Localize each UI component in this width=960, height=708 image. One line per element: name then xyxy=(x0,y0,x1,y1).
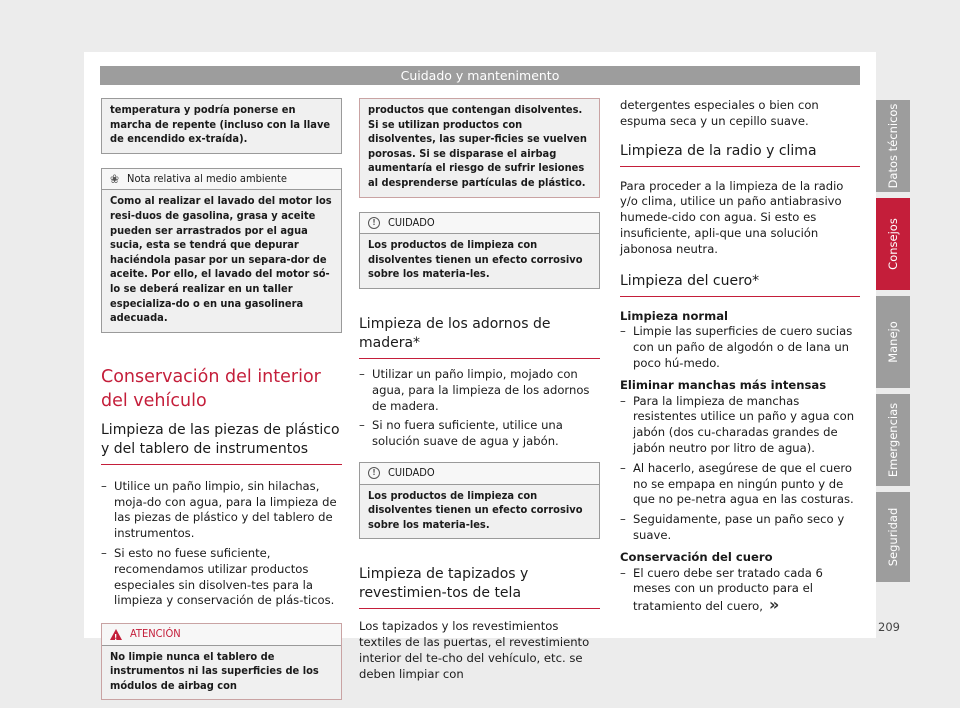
caution-title-1: CUIDADO xyxy=(388,215,435,229)
tab-manejo[interactable] xyxy=(876,296,910,388)
list-item: – Para la limpieza de manchas resistentes utilice un paño y agua con jabón (dos cu-charadas grandes de jabón neutro por litro de agua). xyxy=(620,394,860,457)
tab-emergencias[interactable] xyxy=(876,394,910,486)
normal-cleaning-label: Limpieza normal xyxy=(620,308,729,323)
leather-cleaning-title: Limpieza del cuero* xyxy=(620,272,860,297)
list-item xyxy=(620,566,860,615)
tab-label: Consejos xyxy=(886,218,900,270)
warning-icon xyxy=(110,629,122,640)
conservation-list xyxy=(620,566,860,615)
environment-note-header xyxy=(102,169,341,191)
tab-label: Emergencias xyxy=(886,402,900,478)
wood-cleaning-title: Limpieza de los adornos de madera* xyxy=(359,315,600,359)
tab-label: Seguridad xyxy=(886,507,900,567)
stains-list xyxy=(620,394,860,544)
tab-seguridad[interactable] xyxy=(876,492,910,582)
list-item: – Al hacerlo, asegúrese de que el cuero no se empapa en ningún punto y de que no pe-netra agua en las costuras. xyxy=(620,461,860,508)
caution-text-2: Los productos de limpieza con disolventes tienen un efecto corrosivo sobre los materia-les. xyxy=(368,488,583,531)
continued-warning-box xyxy=(101,98,342,154)
section-title: Conservación del interior del vehículo xyxy=(101,366,321,411)
plastic-cleaning-list xyxy=(101,479,342,609)
list-item: – Utilizar un paño limpio, mojado con agua, para la limpieza de los adornos de madera. xyxy=(359,367,600,414)
tab-consejos[interactable] xyxy=(876,198,910,290)
tab-datos-tecnicos[interactable] xyxy=(876,100,910,192)
environment-note-title: Nota relativa al medio ambiente xyxy=(127,171,287,185)
list-item: – Si no fuera suficiente, utilice una solución suave de agua y jabón. xyxy=(359,418,600,450)
caution-title-2: CUIDADO xyxy=(388,465,435,479)
continued-warning-text-2: productos que contengan disolventes. Si se utilizan productos con disolventes, las super-ficies se vuelven porosas. Si se disparase el airbag aumentaría el riesgo de sufrir lesiones al desprenderse partículas de plástico. xyxy=(368,103,587,189)
wood-cleaning-list xyxy=(359,367,600,450)
tab-label: Datos técnicos xyxy=(886,103,900,189)
list-item-text: El cuero debe ser tratado cada 6 meses con un producto para el tratamiento del cuero, xyxy=(633,565,823,614)
textile-cleaning-title: Limpieza de tapizados y revestimien-tos de tela xyxy=(359,565,600,609)
caution-box-2 xyxy=(359,462,600,539)
list-item: – Seguidamente, pase un paño seco y suave. xyxy=(620,512,860,544)
environment-icon: ❀ xyxy=(110,171,120,186)
continued-text: detergentes especiales o bien con espuma seca y un cepillo suave. xyxy=(620,98,819,128)
tab-label: Manejo xyxy=(886,321,900,363)
normal-cleaning-list xyxy=(620,324,860,371)
page-number: 209 xyxy=(878,620,900,634)
continued-warning-text: temperatura y podría ponerse en marcha de repente (incluso con la llave de encendido ex-traída). xyxy=(110,103,331,146)
warning-header xyxy=(102,624,341,646)
caution-box-1 xyxy=(359,212,600,289)
conservation-label: Conservación del cuero xyxy=(620,549,773,564)
column-1 xyxy=(101,98,342,700)
page-header: Cuidado y mantenimento xyxy=(100,66,860,85)
list-item: – Utilice un paño limpio, sin hilachas, moja-do con agua, para la limpieza de las piezas de plástico y del tablero de instrumentos. xyxy=(101,479,342,542)
warning-text: No limpie nunca el tablero de instrumentos ni las superficies de los módulos de airbag con xyxy=(110,649,319,692)
environment-note-box xyxy=(101,168,342,333)
continue-arrow-icon: » xyxy=(768,595,780,615)
stains-label: Eliminar manchas más intensas xyxy=(620,377,827,392)
continued-warning-box-2 xyxy=(359,98,600,198)
environment-note-text: Como al realizar el lavado del motor los resi-duos de gasolina, grasa y aceite pueden ser arrastrados por el agua sucia, esta se tendrá que depurar haciéndola pasar por un separa-dor de aceite. Por ello, el lavado del motor só-lo se deberá realizar en un taller especializa-do o en una gasolinera adecuada. xyxy=(110,194,332,325)
plastic-cleaning-title: Limpieza de las piezas de plástico y del tablero de instrumentos xyxy=(101,421,342,465)
list-item: – Si esto no fuese suficiente, recomendamos utilizar productos especiales sin disolven-tes para la limpieza y conservación de plás-ticos. xyxy=(101,546,342,609)
caution-text-1: Los productos de limpieza con disolventes tienen un efecto corrosivo sobre los materia-les. xyxy=(368,238,583,281)
textile-cleaning-text: Los tapizados y los revestimientos textiles de las puertas, el revestimiento interior del te-cho del vehículo, etc. se deben limpiar con xyxy=(359,619,590,681)
radio-cleaning-text: Para proceder a la limpieza de la radio y/o clima, utilice un paño antiabrasivo humede-cido con agua. Si esto es insuficiente, apli-que una solución jabonosa neutra. xyxy=(620,178,844,256)
caution-header-2 xyxy=(360,463,599,485)
info-icon: ! xyxy=(368,467,380,479)
warning-box xyxy=(101,623,342,700)
column-3 xyxy=(620,98,860,619)
caution-header-1 xyxy=(360,213,599,235)
info-icon: ! xyxy=(368,217,380,229)
column-2 xyxy=(359,98,600,682)
list-item: – Limpie las superficies de cuero sucias con un paño de algodón o de lana un poco hú-medo. xyxy=(620,324,860,371)
radio-cleaning-title: Limpieza de la radio y clima xyxy=(620,142,860,167)
warning-title: ATENCIÓN xyxy=(130,627,181,641)
